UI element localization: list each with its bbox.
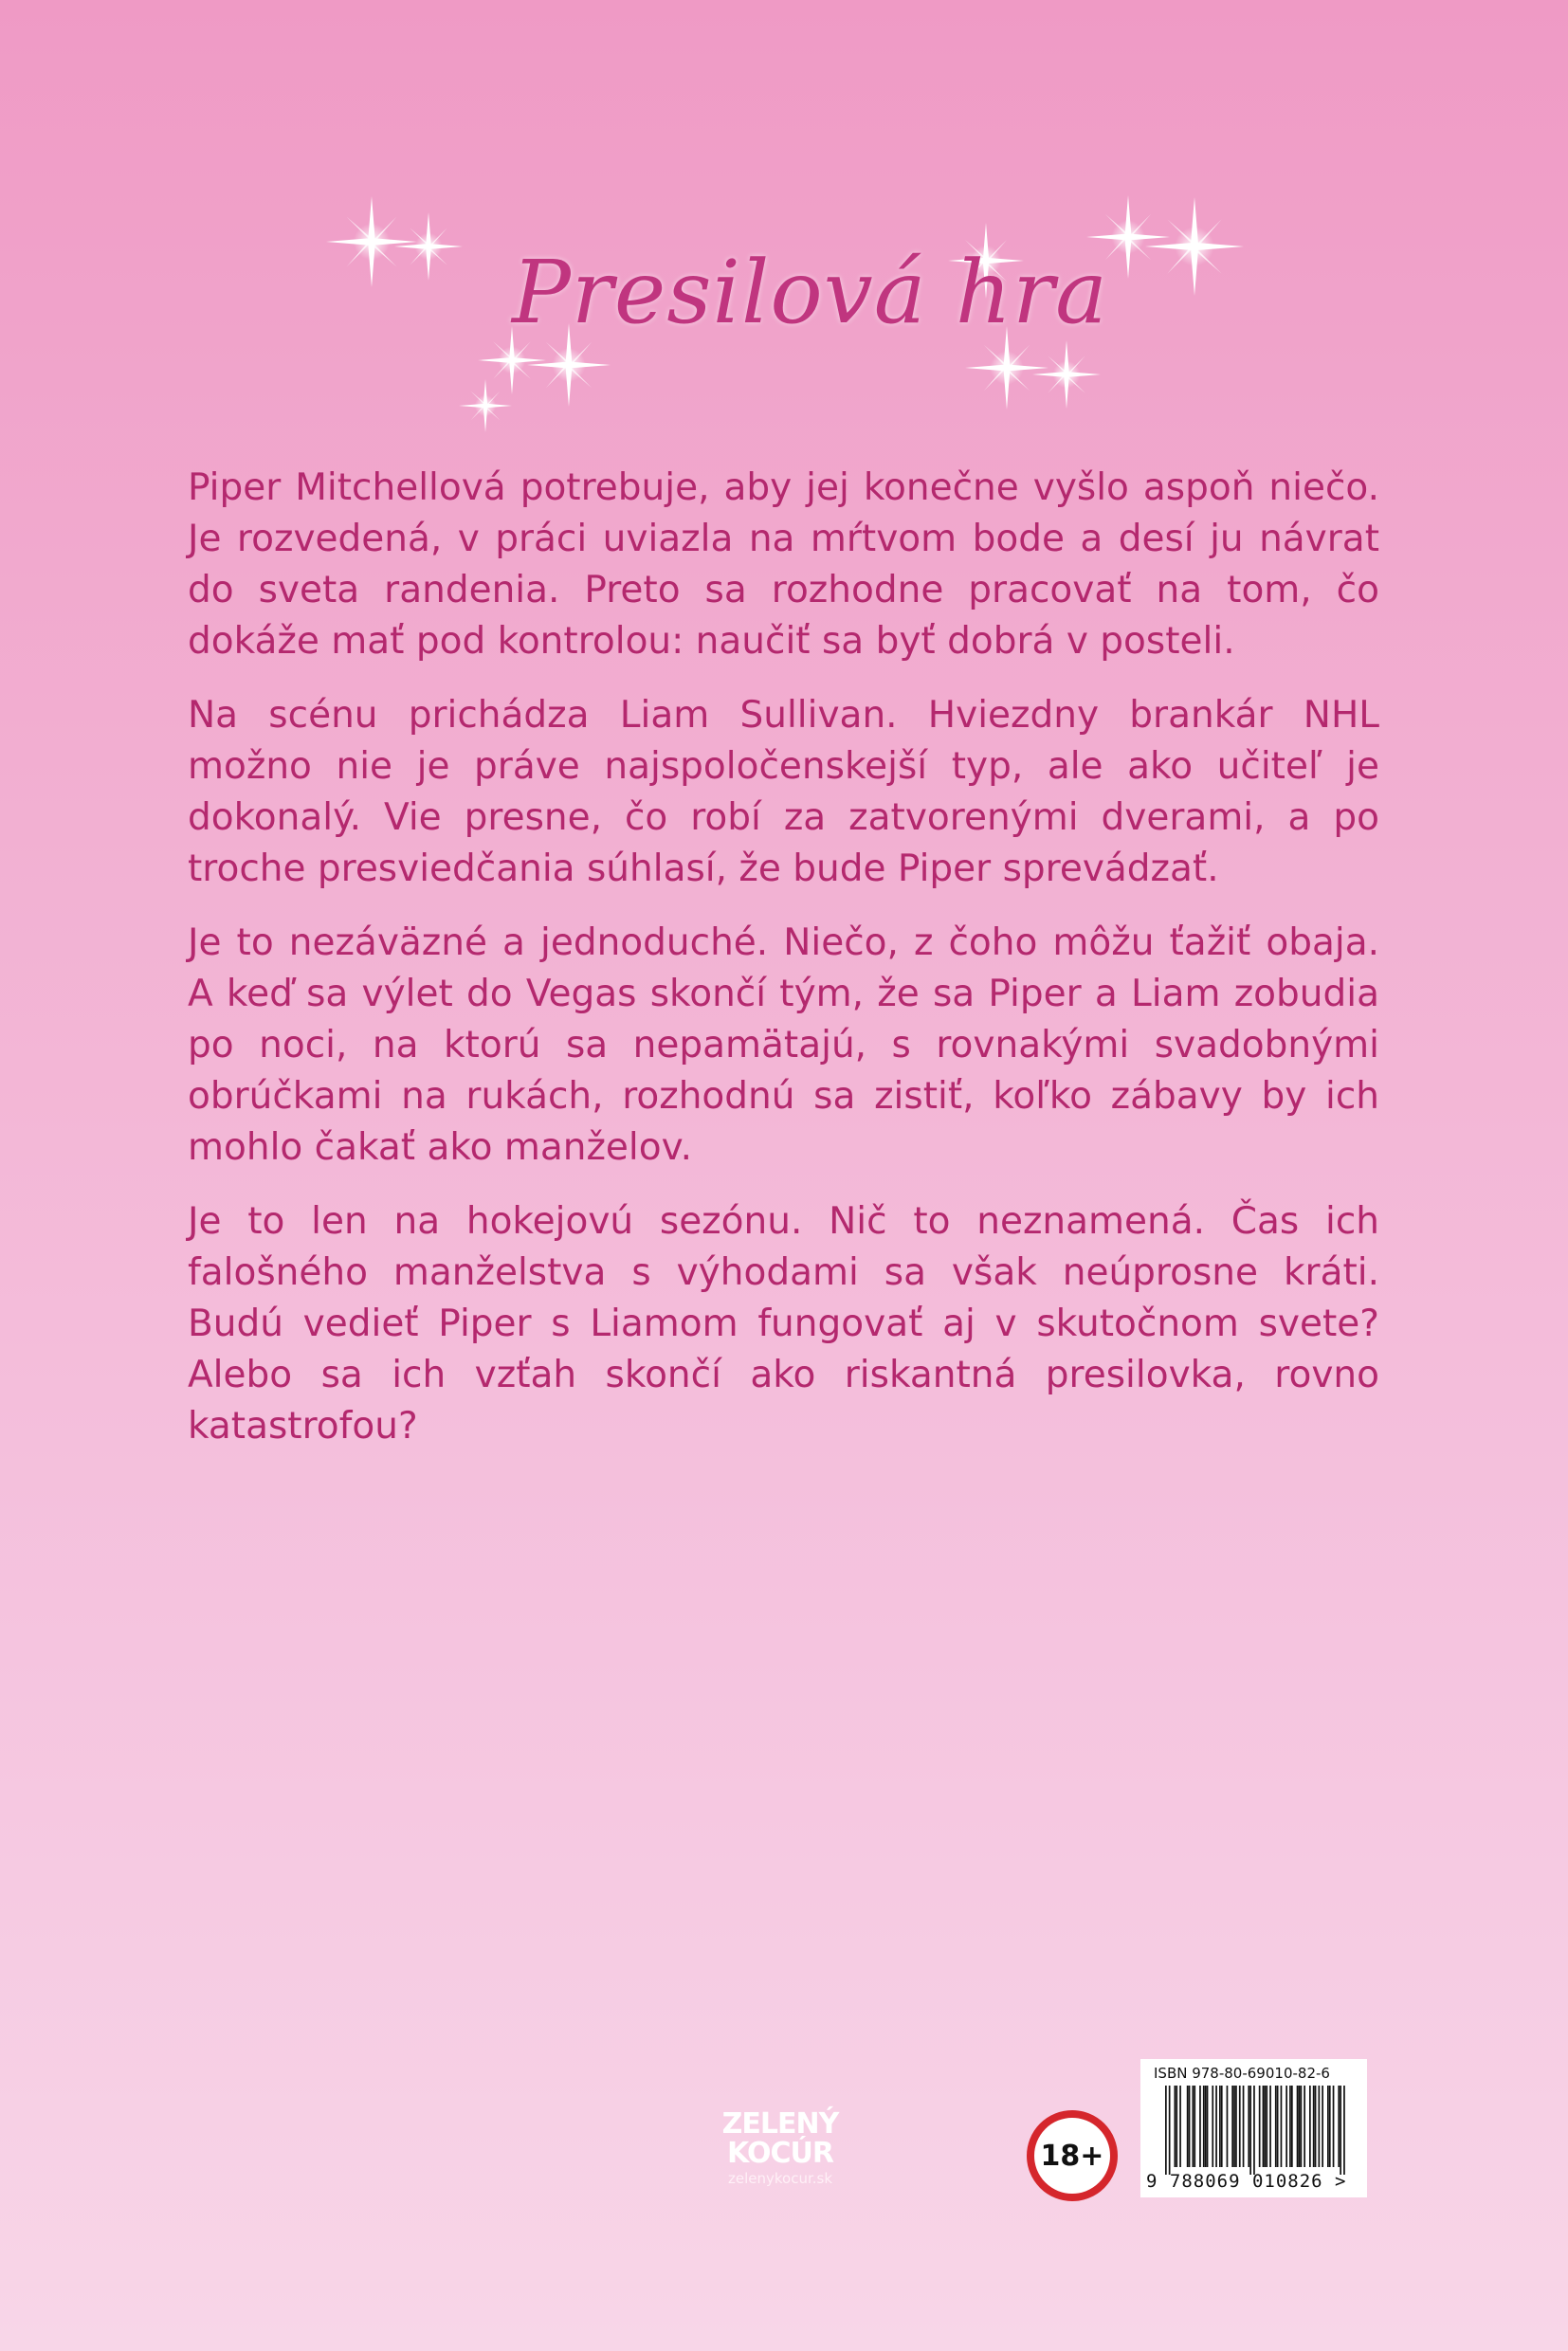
blurb-text (188, 463, 1379, 1475)
barcode-bar (1176, 2086, 1177, 2167)
barcode-bar (1259, 2086, 1261, 2167)
blurb-paragraph: Na scénu prichádza Liam Sullivan. Hviezdny brankár NHL možno nie je práve najspoločenskejší typ, ale ako učiteľ je dokonalý. Vie presne, čo robí za zatvorenými dverami, a po troche presviedčania súhlasí, že bude Piper sprevádzať. (188, 694, 1379, 890)
barcode-bar (1235, 2086, 1237, 2167)
barcode-bar (1275, 2086, 1277, 2167)
sparkle-star (326, 196, 417, 287)
barcode-bar (1291, 2086, 1293, 2167)
barcode-bar (1221, 2086, 1223, 2167)
barcode-bar (1231, 2086, 1233, 2167)
barcode-bar (1165, 2086, 1167, 2175)
barcode-bar (1297, 2086, 1299, 2167)
barcode-bar (1233, 2086, 1235, 2167)
barcode-bar (1285, 2086, 1287, 2167)
ean-number: 9 788069 010826 > (1146, 2171, 1347, 2192)
barcode-bar (1340, 2086, 1341, 2175)
isbn-barcode-panel (1140, 2059, 1367, 2197)
sparkle-decoration (0, 0, 1568, 474)
blurb-paragraph: Piper Mitchellová potrebuje, aby jej konečne vyšlo aspoň niečo. Je rozvedená, v práci uviazla na mŕtvom bode a desí ju návrat do sveta randenia. Preto sa rozhodne pracovať na tom, čo dokáže mať pod kontrolou: naučiť sa byť dobrá v posteli. (188, 466, 1379, 663)
barcode-bar (1207, 2086, 1209, 2167)
barcode-bar (1333, 2086, 1335, 2167)
barcode-bar (1203, 2086, 1205, 2167)
barcode (1165, 2086, 1345, 2175)
sparkle-star (1145, 197, 1244, 296)
barcode-bar (1289, 2086, 1291, 2167)
barcode-bar (1338, 2086, 1340, 2167)
blurb-paragraph: Je to nezáväzné a jednoduché. Niečo, z čoho môžu ťažiť obaja. A keď sa výlet do Vegas skončí tým, že sa Piper a Liam zobudia po noci, na ktorú sa nepamätajú, s rovnakými svadobnými obrúčkami na rukách, rozhodnú sa zistiť, koľko zábavy by ich mohlo čakať ako manželov. (188, 921, 1379, 1169)
age-rating-badge: 18+ (1027, 2110, 1118, 2201)
publisher-name-line1: ZELENÝ (721, 2107, 839, 2141)
barcode-bar (1277, 2086, 1279, 2167)
isbn-label: ISBN 978-80-69010-82-6 (1154, 2065, 1330, 2082)
barcode-bar (1327, 2086, 1329, 2167)
barcode-bar (1212, 2086, 1213, 2167)
barcode-bar (1319, 2086, 1321, 2167)
barcode-bar (1169, 2086, 1171, 2175)
barcode-bar (1227, 2086, 1229, 2167)
barcode-bar (1269, 2086, 1271, 2167)
barcode-bar (1194, 2086, 1195, 2167)
barcode-bar (1248, 2086, 1249, 2167)
barcode-bar (1299, 2086, 1301, 2167)
barcode-bar (1315, 2086, 1317, 2167)
barcode-bar (1187, 2086, 1189, 2167)
barcode-bar (1193, 2086, 1194, 2167)
barcode-bar (1265, 2086, 1267, 2167)
barcode-bar (1253, 2086, 1255, 2175)
book-title: Presilová hra (512, 242, 1108, 343)
publisher-url: zelenykocur.sk (727, 2170, 833, 2187)
barcode-bar (1219, 2086, 1221, 2167)
barcode-bar (1329, 2086, 1331, 2167)
barcode-bar (1263, 2086, 1265, 2167)
barcode-bar (1199, 2086, 1201, 2167)
publisher-logo (709, 2109, 851, 2187)
barcode-bar (1313, 2086, 1315, 2167)
barcode-bar (1304, 2086, 1305, 2167)
sparkle-star (394, 212, 463, 281)
barcode-bar (1343, 2086, 1345, 2175)
barcode-bar (1281, 2086, 1283, 2167)
sparkle-star (1032, 340, 1101, 409)
blurb-paragraph: Je to len na hokejovú sezónu. Nič to neznamená. Čas ich falošného manželstva s výhodami sa však neúprosne kráti. Budú vedieť Piper s Liamom fungovať aj v skutočnom svete? Alebo sa ich vzťah skončí ako riskantná presilovka, rovno katastrofou? (188, 1200, 1379, 1448)
barcode-bar (1205, 2086, 1207, 2167)
barcode-bar (1301, 2086, 1303, 2167)
barcode-bar (1215, 2086, 1217, 2167)
barcode-bar (1189, 2086, 1191, 2167)
barcode-bar (1243, 2086, 1245, 2167)
barcode-bar (1179, 2086, 1181, 2167)
publisher-name-line2: KOCÚR (727, 2137, 833, 2170)
barcode-bar (1175, 2086, 1176, 2167)
barcode-bar (1249, 2086, 1251, 2175)
sparkle-star (459, 379, 512, 432)
barcode-bar (1266, 2086, 1267, 2167)
barcode-bar (1322, 2086, 1323, 2167)
barcode-bar (1239, 2086, 1241, 2167)
barcode-bar (1309, 2086, 1311, 2167)
